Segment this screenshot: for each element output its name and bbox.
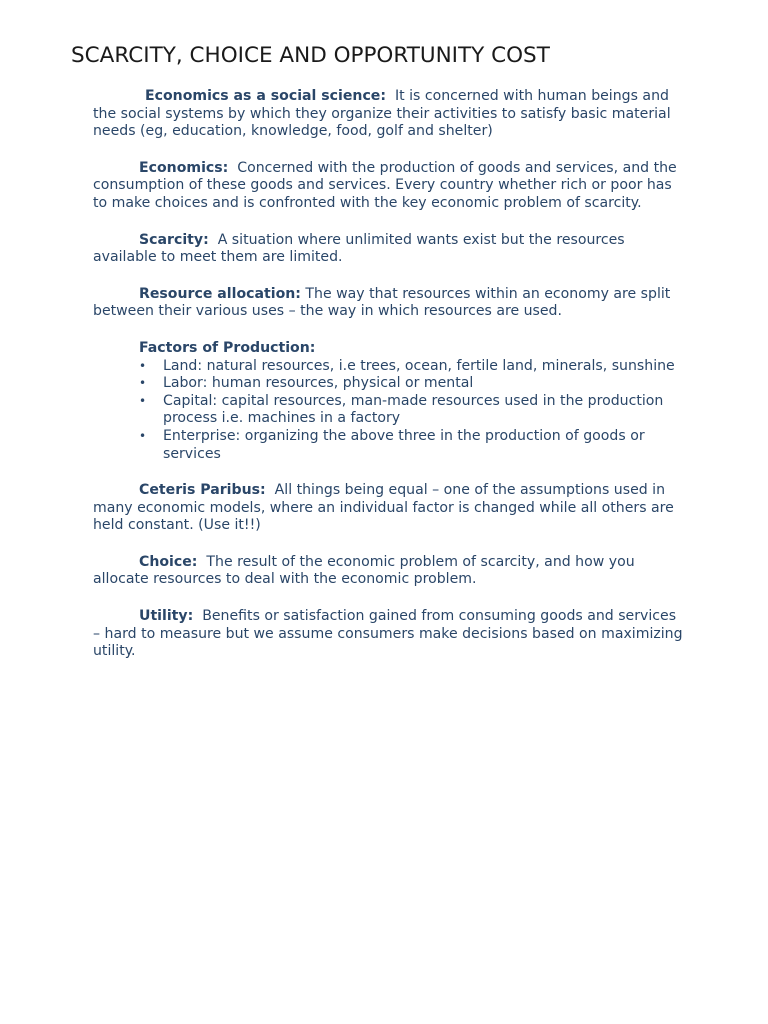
factor-labor: Labor: human resources, physical or mental [163, 375, 474, 392]
term-ceteris-paribus: Ceteris Paribus: [139, 482, 266, 499]
paragraph-scarcity [93, 232, 683, 267]
paragraph-choice [93, 554, 683, 589]
term-scarcity: Scarcity: [139, 231, 209, 248]
definition-resource-allocation: The way that resources within an economy are split between their various uses – the way in which resources are used. [93, 285, 671, 320]
list-item-capital [93, 393, 683, 428]
term-resource-allocation: Resource allocation: [139, 285, 301, 302]
definition-choice: The result of the economic problem of scarcity, and how you allocate resources to deal with the economic problem. [93, 553, 635, 588]
page-title: SCARCITY, CHOICE AND OPPORTUNITY COST [71, 43, 550, 68]
term-choice: Choice: [139, 553, 198, 570]
definition-economics-social-science: It is concerned with human beings and the social systems by which they organize their activities to satisfy basic material needs (eg, education, knowledge, food, golf and shelter) [93, 88, 671, 140]
paragraph-economics-social-science [93, 88, 683, 141]
bullet-icon: • [139, 358, 147, 373]
paragraph-resource-allocation [93, 286, 683, 321]
bullet-icon: • [139, 376, 147, 391]
paragraph-utility [93, 608, 683, 661]
definition-scarcity: A situation where unlimited wants exist but the resources available to meet them are limited. [93, 231, 625, 266]
list-item-enterprise [93, 428, 683, 463]
definition-economics: Concerned with the production of goods and services, and the consumption of these goods and services. Every country whether rich or poor has to make choices and is confronted with the key economic problem of scarcity. [93, 159, 677, 211]
factor-land: Land: natural resources, i.e trees, ocean, fertile land, minerals, sunshine [163, 357, 675, 374]
list-item-land [93, 358, 683, 376]
term-economics-social-science: Economics as a social science: [145, 88, 386, 104]
paragraph-economics [93, 160, 683, 213]
definition-ceteris-paribus: All things being equal – one of the assumptions used in many economic models, where an individual factor is changed while all others are held constant. (Use it!!) [93, 482, 674, 534]
paragraph-ceteris-paribus [93, 482, 683, 535]
factors-heading: Factors of Production: [139, 339, 316, 356]
definition-utility: Benefits or satisfaction gained from consuming goods and services – hard to measure but we assume consumers make decisions based on maximizing utility. [93, 608, 683, 660]
factors-list [93, 358, 683, 464]
list-item-labor [93, 375, 683, 393]
document-body [93, 88, 683, 680]
bullet-icon: • [139, 393, 147, 408]
bullet-icon: • [139, 428, 147, 443]
factor-capital: Capital: capital resources, man-made resources used in the production process i.e. machines in a factory [163, 392, 664, 427]
term-economics: Economics: [139, 159, 229, 176]
term-utility: Utility: [139, 608, 194, 625]
factor-enterprise: Enterprise: organizing the above three in the production of goods or services [163, 427, 645, 462]
